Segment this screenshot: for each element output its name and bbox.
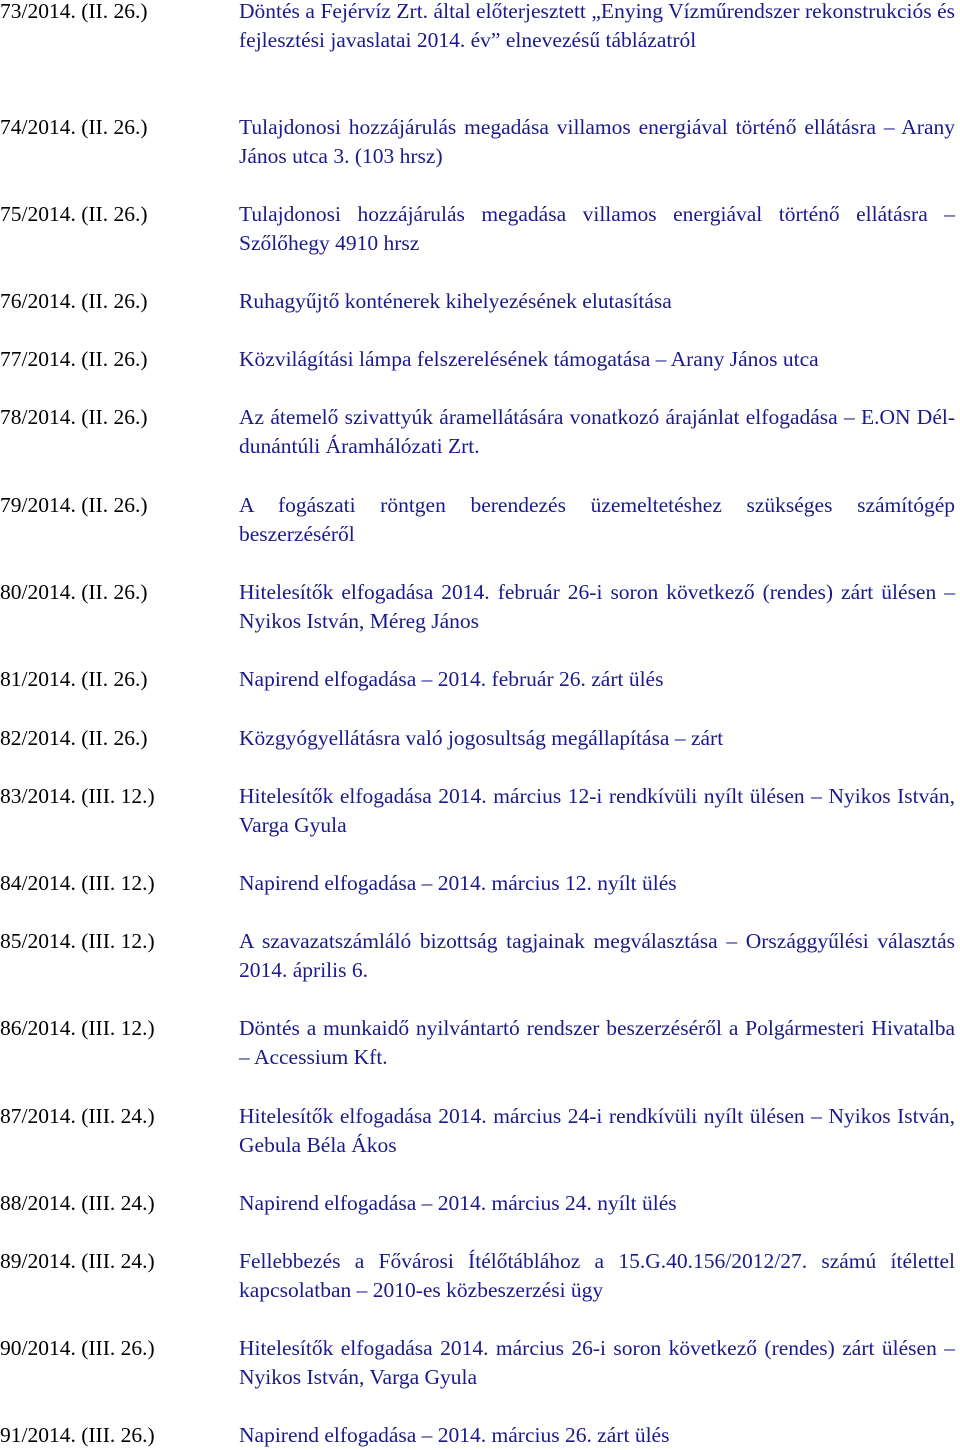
resolution-title: Hitelesítők elfogadása 2014. március 26-i soron következő (rendes) zárt ülésen – Nyikos István, Varga Gyula <box>239 1336 955 1389</box>
resolution-number: 75/2014. (II. 26.) <box>0 202 148 226</box>
resolution-number: 77/2014. (II. 26.) <box>0 347 148 371</box>
resolution-title: Napirend elfogadása – 2014. március 24. nyílt ülés <box>239 1191 677 1215</box>
resolution-number: 74/2014. (II. 26.) <box>0 115 148 139</box>
resolution-title: Döntés a munkaidő nyilvántartó rendszer beszerzéséről a Polgármesteri Hivatalba – Accessium Kft. <box>239 1016 955 1069</box>
resolution-number: 78/2014. (II. 26.) <box>0 405 148 429</box>
resolution-title: Közvilágítási lámpa felszerelésének támogatása – Arany János utca <box>239 347 819 371</box>
resolution-title: Tulajdonosi hozzájárulás megadása villamos energiával történő ellátásra – Arany János utca 3. (103 hrsz) <box>239 115 955 168</box>
resolution-title: Napirend elfogadása – 2014. március 26. zárt ülés <box>239 1423 670 1447</box>
resolution-number: 86/2014. (III. 12.) <box>0 1016 155 1040</box>
resolution-number: 73/2014. (II. 26.) <box>0 0 148 23</box>
resolution-title: Fellebbezés a Fővárosi Ítélőtáblához a 15.G.40.156/2012/27. számú ítélettel kapcsolatban – 2010-es közbeszerzési ügy <box>239 1249 955 1302</box>
resolution-title: Hitelesítők elfogadása 2014. március 12-i rendkívüli nyílt ülésen – Nyikos István, Varga Gyula <box>239 784 955 837</box>
resolution-title: Tulajdonosi hozzájárulás megadása villamos energiával történő ellátásra – Szőlőhegy 4910 hrsz <box>239 202 955 255</box>
resolution-title: A fogászati röntgen berendezés üzemeltetéshez szükséges számítógép beszerzéséről <box>239 493 955 546</box>
resolution-number: 82/2014. (II. 26.) <box>0 726 148 750</box>
resolution-number: 88/2014. (III. 24.) <box>0 1191 155 1215</box>
resolution-number: 76/2014. (II. 26.) <box>0 289 148 313</box>
resolution-title: A szavazatszámláló bizottság tagjainak megválasztása – Országgyűlési választás 2014. április 6. <box>239 929 955 982</box>
resolution-number: 84/2014. (III. 12.) <box>0 871 155 895</box>
resolution-title: Az átemelő szivattyúk áramellátására vonatkozó árajánlat elfogadása – E.ON Dél-dunántúli Áramhálózati Zrt. <box>239 405 955 458</box>
resolution-number: 90/2014. (III. 26.) <box>0 1336 155 1360</box>
resolution-number: 81/2014. (II. 26.) <box>0 667 148 691</box>
resolution-title: Hitelesítők elfogadása 2014. március 24-i rendkívüli nyílt ülésen – Nyikos István, Gebula Béla Ákos <box>239 1104 955 1157</box>
resolution-title: Ruhagyűjtő konténerek kihelyezésének elutasítása <box>239 289 672 313</box>
resolution-number: 89/2014. (III. 24.) <box>0 1249 155 1273</box>
resolution-title: Napirend elfogadása – 2014. március 12. nyílt ülés <box>239 871 677 895</box>
resolution-title: Közgyógyellátásra való jogosultság megállapítása – zárt <box>239 726 724 750</box>
resolution-title: Napirend elfogadása – 2014. február 26. zárt ülés <box>239 667 664 691</box>
resolution-title: Hitelesítők elfogadása 2014. február 26-i soron következő (rendes) zárt ülésen – Nyikos István, Méreg János <box>239 580 955 633</box>
resolution-number: 91/2014. (III. 26.) <box>0 1423 155 1447</box>
resolution-number: 79/2014. (II. 26.) <box>0 493 148 517</box>
resolution-number: 87/2014. (III. 24.) <box>0 1104 155 1128</box>
resolution-number: 80/2014. (II. 26.) <box>0 580 148 604</box>
resolution-number: 85/2014. (III. 12.) <box>0 929 155 953</box>
resolution-number: 83/2014. (III. 12.) <box>0 784 155 808</box>
resolution-title: Döntés a Fejérvíz Zrt. által előterjesztett „Enying Vízműrendszer rekonstrukciós és fejlesztési javaslatai 2014. év” elnevezésű táblázatról <box>239 0 955 52</box>
